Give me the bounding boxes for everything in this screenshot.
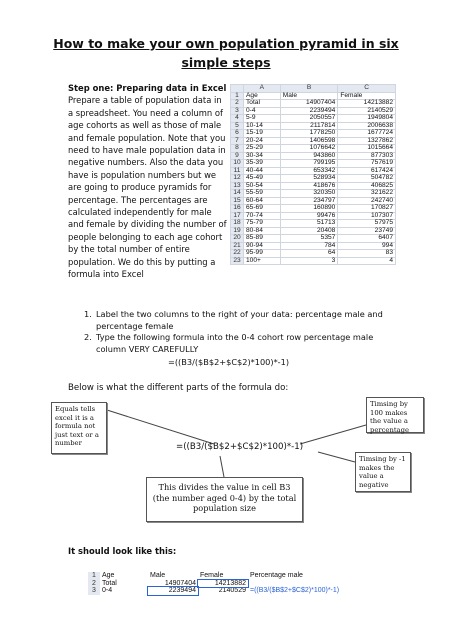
cell-female: 1015664 (338, 145, 396, 153)
row-number: 9 (231, 152, 244, 160)
page-title-line2: simple steps (181, 55, 271, 70)
cell-male: 51713 (280, 220, 338, 228)
cell-male: 653342 (280, 167, 338, 175)
connector-middle (220, 456, 224, 477)
row-number: 2 (88, 580, 100, 588)
row-number: 12 (231, 175, 244, 183)
row-number: 17 (231, 212, 244, 220)
cell-male: 2239494 (148, 587, 198, 595)
cell-male: 1406598 (280, 137, 338, 145)
cell-female: 1327862 (338, 137, 396, 145)
column-header-c: C (338, 85, 396, 93)
cell-age: 55-59 (244, 190, 281, 198)
cell-age: 10-14 (244, 122, 281, 130)
cell-age: 20-24 (244, 137, 281, 145)
cell-age: 65-69 (244, 205, 281, 213)
cell-male: 14907404 (164, 579, 196, 587)
instruction-item: 2. Type the following formula into the 0-4 cohort row percentage male column VERY CAREFULLY (84, 332, 374, 354)
cell-male: 1778250 (280, 130, 338, 138)
row-number: 7 (231, 137, 244, 145)
cell-male: 418676 (280, 182, 338, 190)
cell-female: 14213882 (338, 100, 396, 108)
cell-male: 943860 (280, 152, 338, 160)
row-number: 3 (231, 107, 244, 115)
cell-age: 30-34 (244, 152, 281, 160)
row-number: 10 (231, 160, 244, 168)
header-male: Male (150, 572, 166, 579)
cell-age: 45-49 (244, 175, 281, 183)
row-number: 22 (231, 250, 244, 258)
callout-divides: This divides the value in cell B3 (the number aged 0-4) by the total population size (146, 477, 303, 522)
header-female: Female (200, 572, 224, 579)
header-percentage-male: Percentage male (250, 572, 303, 579)
cell-age: 70-74 (244, 212, 281, 220)
instruction-item: 1. Label the two columns to the right of your data: percentage male and percentage female (84, 309, 383, 331)
row-number: 11 (231, 167, 244, 175)
header-male: Male (280, 92, 338, 100)
cell-male: 64 (280, 250, 338, 258)
cell-female: 2140529 (218, 587, 246, 594)
row-number: 16 (231, 205, 244, 213)
step-one-body: Prepare a table of population data in a spreadsheet. You need a column of age cohorts as well as those of male and female population. Note that you need to have male population data in negative numbers. Also the data you have is population numbers but we are going to produce pyramids for percentage. The percentages are calculated independently for male and female by dividing the number of people belonging to each age cohort by the total number of entire population. We do this by putting a formula into Excel (68, 95, 227, 280)
cell-female: 6407 (338, 235, 396, 243)
table-row (88, 580, 341, 588)
cell-female: 14213882 (198, 580, 248, 588)
cell-age: 95-99 (244, 250, 281, 258)
cell-age: 35-39 (244, 160, 281, 168)
cell-male: 5357 (280, 235, 338, 243)
cell-female: 1949804 (338, 115, 396, 123)
column-header-b: B (280, 85, 338, 93)
callout-times-100: Timsing by 100 makes the value a percentage (366, 397, 424, 433)
cell-male: 784 (280, 242, 338, 250)
annotated-formula: =((B3/($B$2+$C$2)*100)*-1) (176, 442, 304, 452)
callout-times-minus-1: Timsing by -1 makes the value a negative (355, 452, 411, 492)
cell-age: 80-84 (244, 227, 281, 235)
example-spreadsheet (88, 572, 341, 595)
cell-male: 14907404 (280, 100, 338, 108)
row-number: 8 (231, 145, 244, 153)
cell-age: 5-9 (244, 115, 281, 123)
cell-female: 57975 (338, 220, 396, 228)
cell-female: 23749 (338, 227, 396, 235)
row-number: 2 (231, 100, 244, 108)
cell-male: 99476 (280, 212, 338, 220)
cell-female: 4 (338, 257, 396, 265)
callout-equals: Equals tells excel it is a formula not just text or a number (51, 402, 107, 454)
cell-age: 15-19 (244, 130, 281, 138)
cell-male: 2239494 (280, 107, 338, 115)
cell-female: 2006638 (338, 122, 396, 130)
cell-female: 1677724 (338, 130, 396, 138)
row-number: 23 (231, 257, 244, 265)
connector-left (107, 410, 214, 444)
cell-female: 406825 (338, 182, 396, 190)
cell-male: 2050557 (280, 115, 338, 123)
example-label: It should look like this: (68, 546, 177, 556)
row-number: 19 (231, 227, 244, 235)
table-row (88, 587, 341, 595)
cell-age: 85-89 (244, 235, 281, 243)
cell-female: 107307 (338, 212, 396, 220)
cell-female: 242740 (338, 197, 396, 205)
row-number: 14 (231, 190, 244, 198)
row-number: 5 (231, 122, 244, 130)
cell-female: 757619 (338, 160, 396, 168)
cell-female: 877303 (338, 152, 396, 160)
row-number: 1 (231, 92, 244, 100)
cell-age: 60-64 (244, 197, 281, 205)
cell-female: 170827 (338, 205, 396, 213)
header-age: Age (102, 572, 115, 579)
row-number: 20 (231, 235, 244, 243)
cell-male: 160890 (280, 205, 338, 213)
cell-age: 90-94 (244, 242, 281, 250)
step-one-heading: Step one: Preparing data in Excel (68, 83, 227, 93)
cell-female: 83 (338, 250, 396, 258)
header-female: Female (338, 92, 396, 100)
cell-percentage (248, 580, 341, 588)
row-number: 6 (231, 130, 244, 138)
cell-age: 75-79 (244, 220, 281, 228)
row-number: 13 (231, 182, 244, 190)
cell-male: 20408 (280, 227, 338, 235)
formula-explanation-intro: Below is what the different parts of the formula do: (68, 383, 289, 393)
row-number: 18 (231, 220, 244, 228)
row-number: 15 (231, 197, 244, 205)
formula-text: =((B3/($B$2+$C$2)*100)*-1) (168, 357, 290, 367)
cell-age: 100+ (244, 257, 281, 265)
cell-female: 321622 (338, 190, 396, 198)
cell-age: 0-4 (102, 587, 113, 594)
header-age: Age (244, 92, 281, 100)
cell-male: 1076642 (280, 145, 338, 153)
connector-mid-right (318, 452, 355, 462)
cell-male: 320350 (280, 190, 338, 198)
cell-age: 40-44 (244, 167, 281, 175)
column-header-a: A (244, 85, 281, 93)
row-number: 4 (231, 115, 244, 123)
cell-male: 2117814 (280, 122, 338, 130)
cell-male: 3 (280, 257, 338, 265)
row-number: 3 (88, 587, 100, 595)
cell-age: 25-29 (244, 145, 281, 153)
connector-top-right (300, 425, 366, 444)
row-number: 21 (231, 242, 244, 250)
cell-age: 50-54 (244, 182, 281, 190)
cell-age: Total (244, 100, 281, 108)
cell-female: 617424 (338, 167, 396, 175)
cell-male: 234797 (280, 197, 338, 205)
cell-male: 528934 (280, 175, 338, 183)
row-number: 1 (88, 572, 100, 580)
cell-female: 504782 (338, 175, 396, 183)
page-title-line1: How to make your own population pyramid in six (53, 36, 399, 51)
cell-female: 994 (338, 242, 396, 250)
cell-male: 799195 (280, 160, 338, 168)
cell-formula: =((B3/($B$2+$C$2)*100)*-1) (250, 587, 340, 594)
example-header-row (88, 572, 341, 580)
cell-female: 2140529 (338, 107, 396, 115)
cell-age: Total (102, 579, 117, 587)
cell-age: 0-4 (244, 107, 281, 115)
